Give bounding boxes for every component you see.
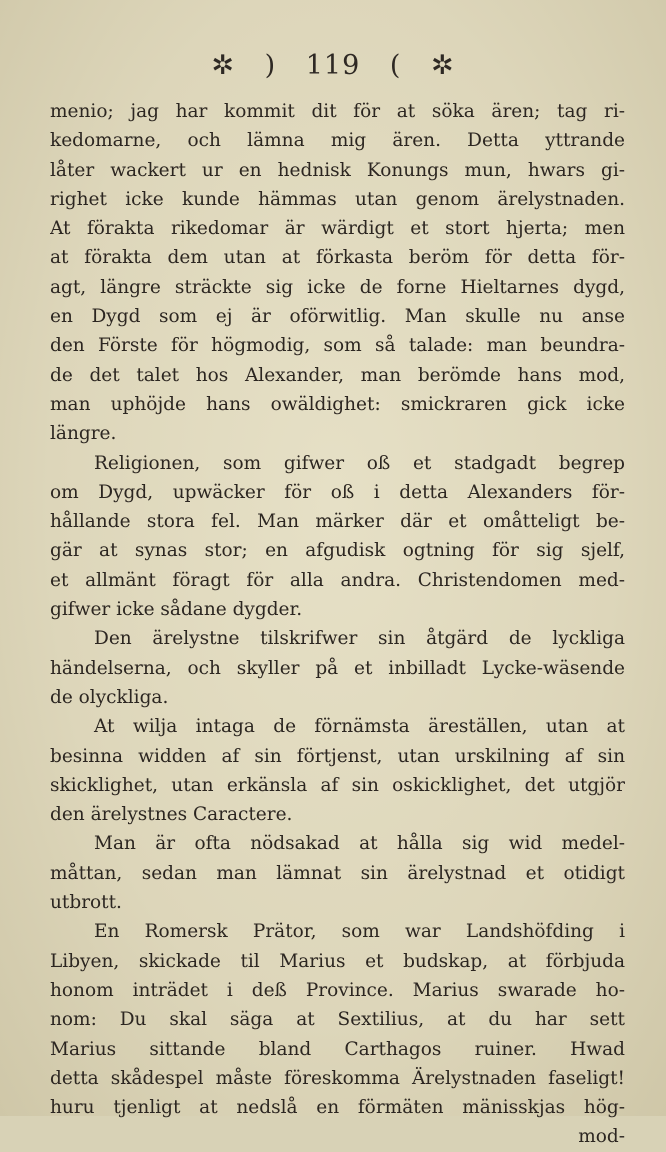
text-line: at förakta dem utan at förkasta beröm för detta för- — [50, 247, 625, 269]
text-line: låter wackert ur en hednisk Konungs mun, hwars gi- — [50, 159, 625, 181]
text-line: nom: Du skal säga at Sextilius, at du har sett — [50, 1009, 625, 1031]
paragraph-start-line: Religionen, som gifwer oß et stadgadt begrep — [94, 452, 625, 474]
text-line: den ärelystnes Caractere. — [50, 804, 293, 826]
text-line: man uphöjde hans owäldighet: smickraren gick icke — [50, 393, 625, 415]
text-line: de olyckliga. — [50, 686, 169, 708]
text-line: gär at synas stor; en afgudisk ogtning för sig sjelf, — [50, 540, 625, 562]
text-line: At förakta rikedomar är wärdigt et stort hjerta; men — [50, 218, 625, 240]
paragraph-start-line: Man är ofta nödsakad at hålla sig wid medel- — [94, 833, 625, 855]
text-line: utbrott. — [50, 892, 122, 914]
page-header — [0, 50, 666, 81]
right-paren: ( — [389, 50, 402, 81]
paragraph-start-line: At wilja intaga de förnämsta äreställen, utan at — [94, 716, 625, 738]
text-line: detta skådespel måste föreskomma Ärelystnaden faseligt! — [50, 1067, 625, 1089]
text-line: huru tjenligt at nedslå en förmäten mänisskjas hög- — [50, 1097, 625, 1119]
text-line: den Förste för högmodig, som så talade: man beundra- — [50, 335, 625, 357]
text-line: agt, längre sträckte sig icke de forne Hieltarnes dygd, — [50, 276, 625, 298]
text-line: de det talet hos Alexander, man berömde hans mod, — [50, 364, 625, 386]
text-line: skicklighet, utan erkänsla af sin oskicklighet, det utgjör — [50, 774, 625, 796]
text-line: menio; jag har kommit dit för at söka ären; tag ri- — [50, 101, 625, 122]
paragraph-start-line: En Romersk Prätor, som war Landshöfding i — [94, 921, 625, 943]
star-ornament-right-icon: ✲ — [431, 50, 455, 81]
text-line: righet icke kunde hämmas utan genom ärelystnaden. — [50, 188, 625, 210]
text-line: hållande stora fel. Man märker där et omåtteligt be- — [50, 511, 625, 533]
text-line: kedomarne, och lämna mig ären. Detta yttrande — [50, 130, 625, 152]
text-line: Libyen, skickade til Marius et budskap, at förbjuda — [50, 950, 625, 972]
catchword: mod- — [578, 1126, 625, 1148]
text-line: honom inträdet i deß Province. Marius swarade ho- — [50, 979, 625, 1001]
star-ornament-left-icon: ✲ — [211, 50, 235, 81]
text-line: besinna widden af sin förtjenst, utan urskilning af sin — [50, 745, 625, 767]
text-line: måttan, sedan man lämnat sin ärelystnad et otidigt — [50, 862, 625, 884]
text-line: gifwer icke sådane dygder. — [50, 599, 303, 621]
page-number: 119 — [305, 50, 361, 81]
text-line: et allmänt föragt för alla andra. Christendomen med- — [50, 569, 625, 591]
paragraph-start-line: Den ärelystne tilskrifwer sin åtgärd de lyckliga — [94, 628, 625, 650]
left-paren: ) — [264, 50, 277, 81]
body-text — [50, 97, 625, 1152]
text-line: en Dygd som ej är oförwitlig. Man skulle nu anse — [50, 306, 625, 328]
text-line: Marius sittande bland Carthagos ruiner. Hwad — [50, 1038, 625, 1060]
text-line: om Dygd, upwäcker för oß i detta Alexanders för- — [50, 481, 625, 503]
text-line: händelserna, och skyller på et inbilladt Lycke-wäsende — [50, 657, 625, 679]
text-line: längre. — [50, 423, 117, 445]
